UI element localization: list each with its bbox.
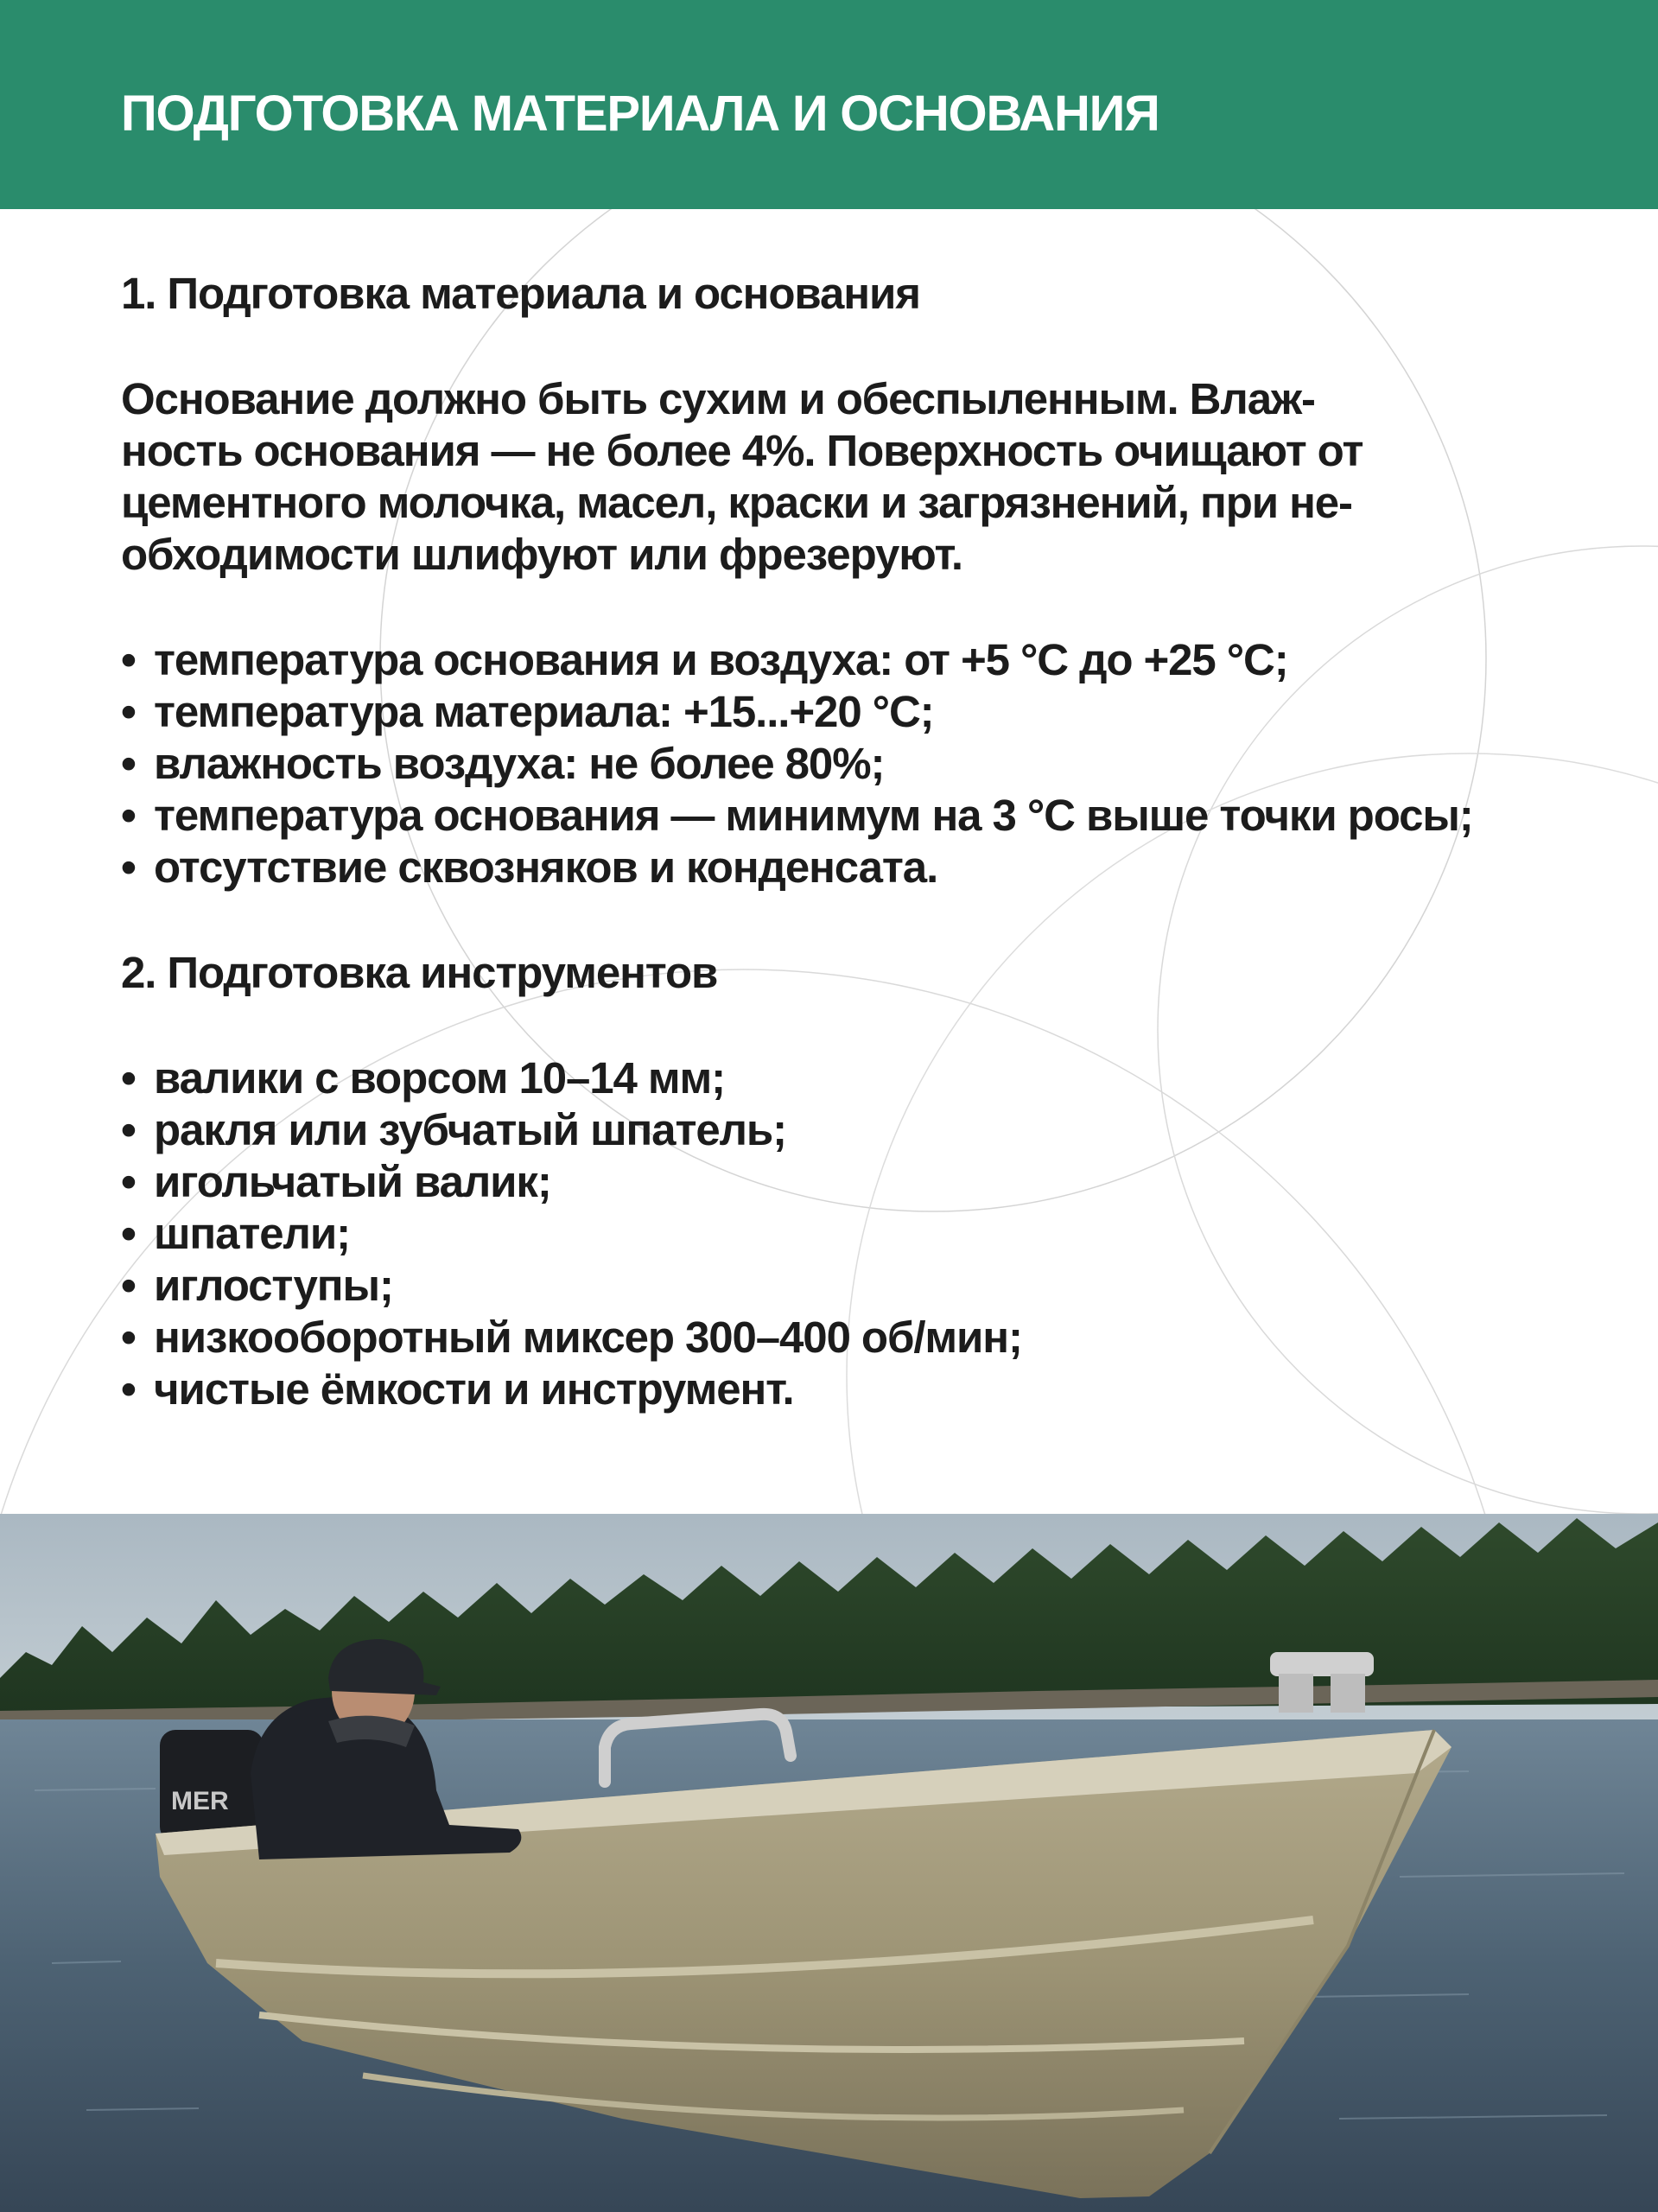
header-banner [0,0,1658,209]
list-item: • температура основания и воздуха: от +5 °C до +25 °C; [121,634,1572,686]
list-item: • чистые ёмкости и инструмент. [121,1363,1572,1415]
paragraph-line: цементного молочка, масел, краски и загрязнений, при не- [121,478,1352,527]
list-item: • низкооборотный миксер 300–400 об/мин; [121,1312,1572,1363]
section-1-title: 1. Подготовка материала и основания [121,269,920,318]
list-item: • валики с ворсом 10–14 мм; [121,1052,1572,1104]
list-item: • игольчатый валик; [121,1156,1572,1208]
paragraph-line: Основание должно быть сухим и обеспыленным. Влаж- [121,374,1315,423]
svg-text:MER: MER [171,1787,229,1815]
paragraph-line: обходимости шлифуют или фрезеруют. [121,530,962,579]
main-content [121,268,1572,1415]
list-item: • шпатели; [121,1208,1572,1260]
page-title: ПОДГОТОВКА МАТЕРИАЛА И ОСНОВАНИЯ [121,86,1159,142]
boat-photo [0,1514,1658,2212]
list-item: • ракля или зубчатый шпатель; [121,1104,1572,1156]
list-item: • влажность воздуха: не более 80%; [121,738,1572,790]
list-item: • иглоступы; [121,1260,1572,1312]
outboard-motor [160,1730,264,1842]
tools-list [121,1052,1572,1415]
list-item: • температура материала: +15...+20 °C; [121,686,1572,738]
section-2-title: 2. Подготовка инструментов [121,948,718,997]
section-1-paragraph [121,373,1572,581]
list-item: • температура основания — минимум на 3 °C выше точки росы; [121,790,1489,842]
paragraph-line: ность основания — не более 4%. Поверхность очищают от [121,426,1363,475]
list-item: • отсутствие сквозняков и конденсата. [121,842,1572,893]
conditions-list [121,634,1572,893]
